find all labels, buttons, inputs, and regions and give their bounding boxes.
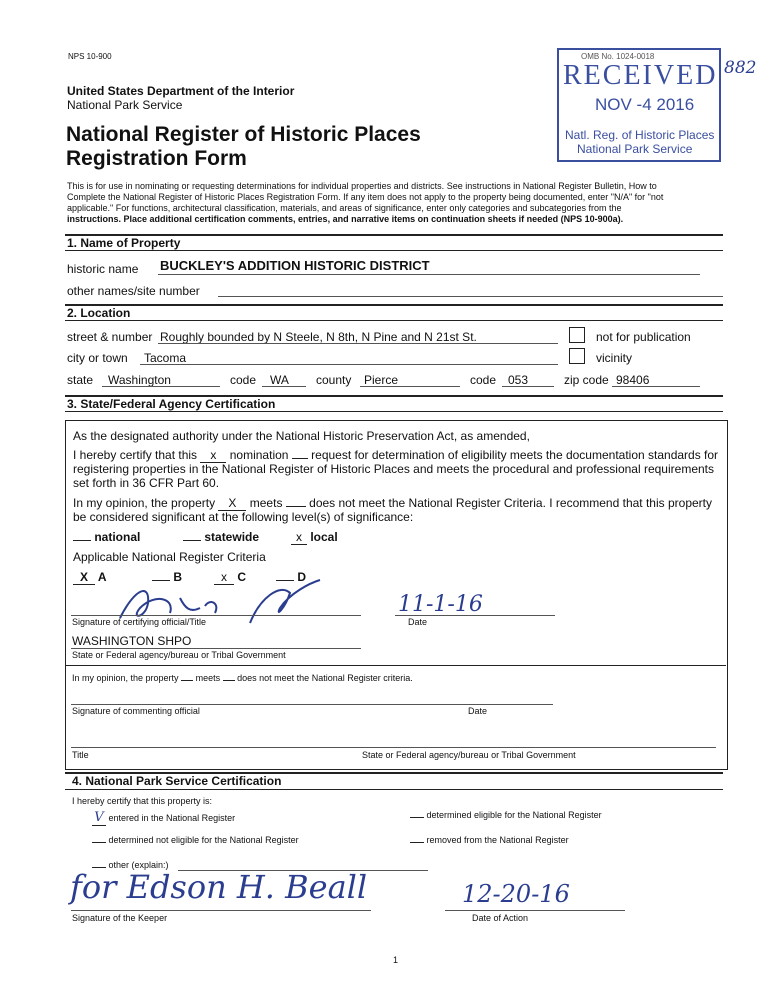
intro-text (67, 181, 723, 225)
field-underline (262, 386, 306, 387)
county-code-value: 053 (508, 373, 529, 387)
agency-line (71, 648, 361, 649)
page-number: 1 (393, 955, 399, 965)
stamp-date: NOV -4 2016 (595, 95, 695, 114)
option-label: other (explain:) (108, 860, 169, 870)
certify-line2: registering properties in the National Register of Historic Places and meets the procedural and professional requirements (73, 462, 714, 476)
historic-name-label: historic name (67, 262, 139, 276)
field-underline (158, 343, 558, 344)
section2-heading: 2. Location (67, 306, 131, 320)
field-underline (502, 386, 554, 387)
street-value: Roughly bounded by N Steele, N 8th, N Pine and N 21st St. (160, 330, 477, 344)
action-date-label: Date of Action (472, 913, 529, 923)
field-underline (612, 386, 700, 387)
certification-date: 11-1-16 (398, 592, 483, 617)
divider (65, 320, 723, 321)
comment-date-label: Date (468, 706, 488, 716)
level-local (291, 530, 338, 545)
opinion-line (73, 496, 712, 511)
not-for-publication-checkbox[interactable] (569, 327, 585, 343)
blank (286, 506, 306, 507)
comment-text: meets (195, 673, 221, 683)
agency-label: State or Federal agency/bureau or Tribal Government (72, 650, 286, 660)
certify-line3: set forth in 36 CFR Part 60. (73, 476, 220, 490)
nomination-mark: x (200, 448, 226, 463)
comment-text: In my opinion, the property (72, 673, 179, 683)
intro-line: This is for use in nominating or requesting determinations for individual properties and districts. See instructions in National Register Bulletin, How to (67, 181, 657, 191)
intro-line: applicable." For functions, architectural classification, materials, and areas of significance, enter only categories and subcategories from the (67, 203, 622, 213)
handwritten-number: 882 (724, 58, 757, 78)
field-underline (158, 274, 700, 275)
level-national (73, 530, 140, 544)
option-label: determined not eligible for the National Register (108, 835, 299, 845)
certify-text: request for determination of eligibility meets the documentation standards for (311, 448, 719, 462)
title-label: Title (72, 750, 89, 760)
blank (181, 680, 193, 681)
level-label: local (310, 530, 338, 544)
criterion-label: C (237, 570, 247, 584)
state-value: Washington (108, 373, 171, 387)
blank (183, 540, 201, 541)
criterion-label: A (97, 570, 107, 584)
county-value: Pierce (364, 373, 399, 387)
divider (65, 304, 723, 306)
certify-text: nomination (229, 448, 289, 462)
field-underline (140, 364, 558, 365)
opinion-text: does not meet the National Register Criteria. I recommend that this property (309, 496, 712, 510)
intro-line: Complete the National Register of Historic Places Registration Form. If any item does not apply to the property being documented, enter "N/A" for "not (67, 192, 664, 202)
entered-mark: V (92, 810, 106, 826)
meets-mark: X (218, 496, 246, 511)
zip-label: zip code (564, 373, 609, 387)
divider (65, 789, 723, 790)
level-label: statewide (204, 530, 260, 544)
comment-signature-line (71, 704, 553, 705)
section4-intro: I hereby certify that this property is: (72, 796, 213, 806)
omb-number: OMB No. 1024-0018 (581, 52, 655, 61)
option-label: determined eligible for the National Register (426, 810, 602, 820)
option-removed (410, 835, 569, 845)
action-date-line (445, 910, 625, 911)
city-value: Tacoma (144, 351, 187, 365)
field-underline (102, 386, 220, 387)
authority-text: As the designated authority under the National Historic Preservation Act, as amended, (73, 429, 530, 443)
not-for-publication-label: not for publication (596, 330, 691, 344)
historic-name-value: BUCKLEY'S ADDITION HISTORIC DISTRICT (160, 258, 430, 273)
action-date: 12-20-16 (462, 880, 570, 908)
intro-line: instructions. Place additional certification comments, entries, and narrative items on continuation sheets if needed (NPS 10-900a). (67, 214, 624, 224)
agency-value: WASHINGTON SHPO (72, 634, 192, 648)
blank (292, 458, 308, 459)
divider (65, 411, 723, 412)
page-subtitle: Registration Form (66, 147, 247, 170)
form-number: NPS 10-900 (68, 52, 112, 61)
keeper-label: Signature of the Keeper (72, 913, 168, 923)
date-label: Date (408, 617, 428, 627)
service: National Park Service (67, 98, 183, 112)
option-det-eligible (410, 810, 602, 820)
street-label: street & number (67, 330, 153, 344)
keeper-line (71, 910, 371, 911)
criterion-label: D (297, 570, 307, 584)
criterion-mark: x (214, 570, 234, 585)
opinion-text: In my opinion, the property (73, 496, 216, 510)
level-statewide (183, 530, 259, 544)
vicinity-label: vicinity (596, 351, 633, 365)
local-mark: x (291, 530, 307, 545)
field-underline (360, 386, 460, 387)
stamp-line1: Natl. Reg. of Historic Places (565, 128, 715, 142)
option-entered (92, 810, 235, 826)
other-names-label: other names/site number (67, 284, 200, 298)
certify-text: I hereby certify that this (73, 448, 198, 462)
divider (65, 665, 726, 666)
section3-heading: 3. State/Federal Agency Certification (67, 397, 276, 411)
date-line (395, 615, 555, 616)
title-line (71, 747, 716, 748)
section4-heading: 4. National Park Service Certification (72, 774, 282, 788)
option-not-eligible (92, 835, 299, 845)
blank (92, 842, 106, 843)
signature-label: Signature of certifying official/Title (72, 617, 207, 627)
blank (223, 680, 235, 681)
opinion-text: meets (249, 496, 283, 510)
city-label: city or town (67, 351, 128, 365)
comment-opinion (72, 673, 413, 683)
blank (410, 817, 424, 818)
county-label: county (316, 373, 352, 387)
comment-text: does not meet the National Register criteria. (237, 673, 413, 683)
department: United States Department of the Interior (67, 84, 295, 98)
signature-line (71, 615, 361, 616)
section1-heading: 1. Name of Property (67, 236, 181, 250)
divider (65, 250, 723, 251)
certify-line (73, 448, 718, 463)
zip-value: 98406 (616, 373, 650, 387)
blank (410, 842, 424, 843)
keeper-signature: for Edson H. Beall (70, 868, 368, 906)
option-label: removed from the National Register (426, 835, 569, 845)
blank (73, 540, 91, 541)
state-code-label: code (230, 373, 257, 387)
state-label: state (67, 373, 94, 387)
vicinity-checkbox[interactable] (569, 348, 585, 364)
stamp-received: RECEIVED (563, 60, 718, 91)
county-code-label: code (470, 373, 497, 387)
criterion-label: B (173, 570, 183, 584)
comment-signature-label: Signature of commenting official (72, 706, 200, 716)
received-stamp (557, 48, 721, 162)
criterion-mark: X (73, 570, 95, 585)
comment-agency-label: State or Federal agency/bureau or Tribal Government (362, 750, 576, 760)
opinion-line2: be considered significant at the following level(s) of significance: (73, 510, 414, 524)
page-title: National Register of Historic Places (66, 123, 421, 146)
state-code-value: WA (270, 373, 289, 387)
stamp-line2: National Park Service (577, 142, 693, 156)
criteria-label: Applicable National Register Criteria (73, 550, 266, 564)
option-label: entered in the National Register (108, 813, 236, 823)
field-underline (218, 296, 723, 297)
level-label: national (94, 530, 141, 544)
